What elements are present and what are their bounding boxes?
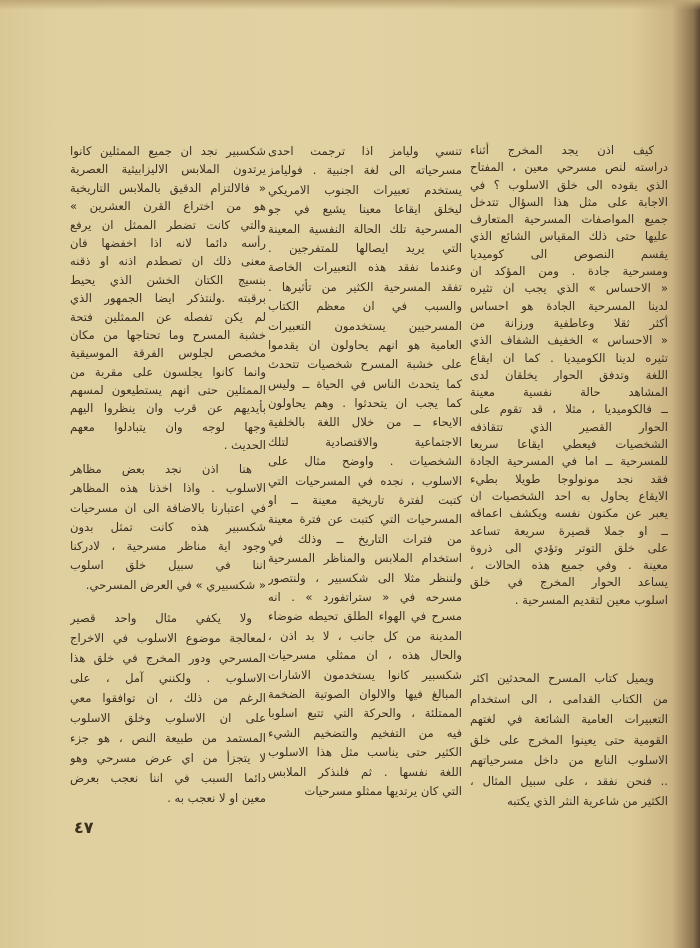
text-line: معنى ذلك ان تصطدم اذنه او ذقنه — [70, 254, 266, 269]
text-line: والسبب في ان معظم الكتاب — [268, 299, 462, 314]
text-line: هو من اختراع القرن العشرين » — [70, 199, 266, 214]
text-line: وعندما نفقد هذه التعبيرات الخاصة — [268, 260, 462, 275]
text-line: الاجابة على مثل هذا السؤال تتدخل — [470, 194, 668, 209]
text-line: وجود اية مناظر مسرحية ، لادركنا — [70, 539, 266, 554]
text-line: الحديث . — [223, 438, 266, 453]
text-line: على خلق التوتر وتؤدي الى ذروة — [470, 540, 668, 555]
text-line: مسرحه في « ستراتفورد » . انه — [268, 589, 462, 604]
text-line: يقسم النصوص الى كوميديا — [470, 246, 668, 261]
text-line: استخدام الملابس والمناظر المسرحية — [268, 551, 462, 566]
text-line: الاسلوب ، نجده في المسرحيات التي — [268, 473, 462, 488]
paragraph-middle-1 — [268, 142, 462, 801]
text-line: مسرح في الهواء الطلق تحيطه ضوضاء — [268, 609, 462, 624]
text-line: الذي يقوده الى خلق الاسلوب ؟ في — [470, 177, 668, 192]
text-line: من الكتاب القدامى ، الى استخدام — [470, 691, 668, 706]
text-line: اننا في سبيل خلق اسلوب — [70, 558, 266, 573]
text-line: للمسرحية ــ اما في المسرحية الجادة — [470, 454, 668, 469]
text-line: في اعتبارنا بالاضافة الى ان مسرحيات — [70, 500, 266, 515]
paragraph-left-1 — [70, 142, 266, 455]
text-line: تثيره لدينا الكوميديا . كما ان ايقاع — [470, 350, 668, 365]
paragraph-right-1 — [470, 142, 668, 609]
text-line: يستخدم تعبيرات الجنوب الامريكي — [268, 182, 462, 197]
text-line: خشبة المسرح وما تحتاجها من مكان — [70, 327, 266, 342]
text-line: شكسبير هذه كانت تمثل بدون — [70, 519, 266, 534]
text-line: ولننظر مثلا الى شكسبير ، ولنتصور — [268, 570, 462, 585]
text-line: الممثلين حتى انهم يستطيعون لمسهم — [70, 383, 266, 398]
text-line: الشخصيات . واوضح مثال على — [268, 454, 462, 469]
text-line: شكسبير كانوا يستخدمون الاشارات — [268, 667, 462, 682]
text-line: لم يكن تفصله عن الممثلين فتحة — [70, 309, 266, 324]
text-line: كتبت لفترة تاريخية معينة ــ او — [268, 493, 462, 508]
text-line: تفقد المسرحية الكثير من تأثيرها . — [268, 279, 462, 294]
text-line: دراسته لنص مسرحي معين ، المفتاح — [470, 160, 668, 175]
text-line: اللغة نفسها . ثم فلنذكر الملابس — [268, 764, 462, 779]
text-line: الكثير من شاعرية النثر الذي يكتبه — [507, 794, 668, 808]
text-line: ليخلق ايقاعا معينا يشيع في جو — [268, 202, 462, 217]
text-line: المسرحي ودور المخرج في خلق هذا — [70, 651, 266, 665]
text-line: مخصص لجلوس الفرقة الموسيقية — [70, 346, 266, 361]
text-line: « فالالتزام الدقيق بالملابس التاريخية — [70, 180, 266, 195]
text-line: المسرحيات التي كتبت عن فترة معينة — [268, 512, 462, 527]
text-line: التي يريد ايصالها للمتفرجين . — [268, 240, 462, 255]
text-line: يساعد الحوار المخرج في خلق — [470, 575, 668, 590]
text-line: « الاحساس » الخفيف الشفاف الذي — [470, 333, 668, 348]
text-line: معينة . وفي جميع هذه الحالات ، — [470, 558, 668, 573]
text-line: هنا اذن نجد بعض مظاهر — [70, 462, 252, 476]
text-line: دائما السبب في اننا نعجب بعرض — [70, 771, 266, 785]
text-line: « شكسبيري » في العرض المسرحي. — [85, 577, 266, 592]
text-line: الممتلئة ، والحركة التي تتبع اسلوبا — [268, 706, 462, 721]
text-line: ولا يكفي مثال واحد قصير — [70, 611, 252, 625]
text-line: وانما كانوا يجلسون على مقربة من — [70, 364, 266, 379]
page-number: ٤٧ — [74, 818, 94, 837]
text-line: لدينا المسرحية الجادة هو احساس — [470, 298, 668, 313]
text-line: الاجتماعية والاقتصادية لتلك — [268, 434, 462, 449]
text-line: ــ فالكوميديا ، مثلا ، قد تقوم على — [470, 402, 668, 417]
text-line: كما يتحدث الناس في الحياة ــ وليس — [268, 376, 462, 391]
text-line: والحال هذه ، ان ممثلي مسرحيات — [268, 648, 462, 663]
text-line: كما يجب ان يتحدثوا . وهم يحاولون — [268, 396, 462, 411]
text-line: كيف اذن يجد المخرج أثناء — [470, 143, 654, 157]
text-line: بنسيج الكتان الخشن الذي يحيط — [70, 272, 266, 287]
text-line: الاسلوب . واذا اخذنا هذه المظاهر — [70, 481, 266, 496]
text-line: الايقاع يحاول به احد الشخصيات ان — [470, 488, 668, 503]
text-line: على ان الاسلوب وخلق الاسلوب — [70, 711, 266, 725]
text-line: الحوار القصير الذي تتقاذفه — [470, 419, 668, 434]
text-line: القومية حتى يعينوا المخرج على خلق — [470, 732, 668, 747]
paragraph-right-2 — [470, 668, 668, 812]
text-line: والتي كانت تضطر الممثل ان يرفع — [70, 217, 266, 232]
text-line: تنسي وليامز اذا ترجمت احدى — [268, 144, 462, 158]
text-line: لمعالجة موضوع الاسلوب في الاخراج — [70, 631, 266, 645]
text-line: يعبر عن مكنون نفسه ويكشف اعماقه — [470, 506, 668, 521]
text-line: برقبته .ولنتذكر ايضا الجمهور الذي — [70, 291, 266, 306]
text-line: أكثر ثقلا وعاطفية ورزانة من — [470, 315, 668, 330]
text-line: المسرحيين يستخدمون التعبيرات — [268, 318, 462, 333]
text-line: معين او لا نعجب به . — [167, 791, 266, 805]
page-top-edge — [0, 0, 700, 10]
text-line: المبالغ فيها والالوان الصوتية الضخمة — [268, 686, 462, 701]
text-line: الاسلوب النابع من داخل مسرحياتهم — [470, 753, 668, 767]
text-line: الكثير حتى يناسب مثل هذا الاسلوب — [268, 745, 462, 760]
text-line: التعبيرات العامية الشائعة في لغتهم — [470, 712, 668, 726]
text-line: المسرحية تلك الحالة النفسية المعينة — [268, 221, 462, 236]
text-line: المدينة من كل جانب ، لا بد اذن ، — [268, 628, 462, 643]
text-line: من فترات التاريخ ــ وذلك في — [268, 531, 462, 546]
text-line: بأيديهم عن قرب وان ينظروا اليهم — [70, 401, 266, 416]
text-line: يرتدون الملابس الاليزابيثية العصرية — [70, 162, 266, 177]
text-line: رأسه دائما لانه اذا اخفضها فان — [70, 235, 266, 250]
text-line: الشخصيات فيعطي ايقاعا سريعا — [470, 437, 668, 452]
text-line: وجها لوجه وان يتبادلوا معهم — [70, 419, 266, 434]
text-line: اسلوب معين لتقديم المسرحية . — [514, 592, 668, 607]
text-line: ومسرحية جادة . ومن المؤكد ان — [470, 264, 668, 279]
text-line: مسرحياته الى لغة اجنبية . فوليامز — [268, 163, 462, 178]
text-line: الايحاء ــ من خلال اللغة بالخلفية — [268, 415, 462, 430]
paragraph-left-2 — [70, 460, 266, 595]
text-line: المشاهد حالة نفسية معينة — [470, 385, 668, 400]
text-line: جميع المواصفات المسرحية المتعارف — [470, 212, 668, 227]
text-line: لا يتجزأ من اي عرض مسرحي وهو — [70, 751, 266, 765]
text-line: الاسلوب . ولكنني آمل ، على — [70, 671, 266, 685]
text-line: عليها حتى ذلك المقياس الشائع الذي — [470, 229, 668, 244]
text-line: المستمد من طبيعة النص ، هو جزء — [70, 731, 266, 745]
text-line: على خشبة المسرح شخصيات تتحدث — [268, 357, 462, 372]
text-line: العامية هو انهم يحاولون ان يقدموا — [268, 337, 462, 352]
text-line: فقد نجد مونولوجا طويلا بطيء — [470, 471, 668, 486]
text-line: شكسبير نجد ان جميع الممثلين كانوا — [70, 144, 266, 158]
text-line: الرغم من ذلك ، ان توافقوا معي — [70, 691, 266, 705]
text-line: التي كان يرتديها ممثلو مسرحيات — [304, 783, 462, 798]
text-line: .. فنحن نفقد ، على سبيل المثال ، — [470, 773, 668, 788]
text-line: ويميل كتاب المسرح المحدثين اكثر — [470, 671, 654, 685]
text-line: « الاحساس » الذي يجب ان تثيره — [470, 281, 668, 296]
text-line: ــ او جملا قصيرة سريعة تساعد — [470, 523, 668, 538]
text-line: فيه من التفخيم والتضخيم الشيء — [268, 725, 462, 740]
text-line: اللغة وتدفق الحوار يخلقان لدى — [470, 367, 668, 382]
paragraph-left-3 — [70, 608, 266, 808]
